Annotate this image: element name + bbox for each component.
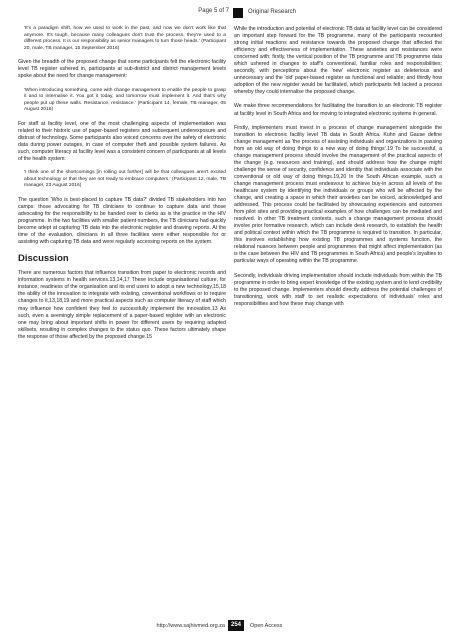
- discussion-heading: Discussion: [18, 253, 69, 265]
- paragraph-facility-staff: For staff at facility level, one of the most challenging aspects of implementation was related to their historic use of paper-based registers and subsequent underexposure and distrust of technology. Some participants also voiced concerns over the safety of electronic data during power outages, in case of computer theft and possible system failures. As such, computer literacy at facility level was a consistent concern of participants at all levels of the health system:: [18, 120, 226, 163]
- paragraph-discussion: There are numerous factors that influence transition from paper to electronic records and information systems in health services.13,14,17 These include organisational culture, for instance, readiness of the organisation and its end users to adopt a new technology,15,18 the ability of the innovation to integrate with existing, conventional workflows or to require changes to it,13,18,19 and more practical aspects such as computer literacy of staff which may influence how confident they feel to successfully implement the innovation.13 As such, even a seemingly simple replacement of a paper-based register with an electronic one may bring about important shifts in power for different users by requiring adapted skillsets, resulting in complex changes to the status quo. These factors ultimately shape the response of those affected by the proposed change.15: [18, 270, 226, 340]
- page-number-badge: 254: [228, 620, 244, 631]
- quote-participant-12: 'I think one of the shortcomings [in rolling out further] will be that colleagues aren't excited about technology or that they are not ready to embrace computers.' (Participant 12, male, TB manager, 23 August 2016): [24, 170, 226, 189]
- quote-participant-20: 'It's a paradigm shift, how we used to work in the past, and now we don't work like that anymore. It's tough, because many colleagues don't trust the process, they're used to a different process. It is our responsibility as senior managers to turn those heads.' (Participant 20, male, TB manager, 15 September 2016): [24, 26, 226, 51]
- paragraph-first-recommendation: Firstly, implementers must invest in a process of change management alongside the transition to electronic facility level TB data in South Africa. Kuhn and Gause define change management as 'the process of assisting individuals and organizations in passing from an old way of doing things to a new way of doing things'.19 To be successful, a change management process should involve the management of the practical aspects of the change (e.g. resources and training), and should address how the change might challenge the sense of security, confidence and identity that individuals associate with the conventional or old way of doing things.19,20 In the South African example, such a change management process must endeavour to achieve buy-in across all levels of the healthcare system by identifying the individuals or groups who will be affected by the change, and creating a space in which their anxieties can be voiced, acknowledged and addressed. This process could be facilitated by showcasing experiences and outcomes from pilot sites and providing practical examples of how challenges can be mediated and resolved. In other TB treatment contexts, such a change management process should involve prior formative research, which can include desk research, to establish the health and political context within which the TB programme is required to transition. In particular, this involves establishing how existing TB programmes and systems function, the relational nuances between people and programmes that might affect implementation (as is the case between the HIV and TB programmes in South Africa) and people's loyalties to particular ways of operating within the TB programme.: [234, 124, 442, 265]
- quote-participant-14: 'When introducing something, come with change management to enable the people to grasp it and to internalise it. You got it today, and tomorrow must implement it. And that's why people put up these walls. Resistance, resistance.' (Participant 14, female, TB manager, 05 August 2016): [24, 87, 226, 113]
- page-footer: [0, 620, 453, 632]
- header-marker: [233, 8, 243, 18]
- paragraph-change-management: Given the breadth of the proposed change that some participants felt the electronic facility level TB register ushered in, participants at sub-district and district management levels spoke about the need for change management:: [18, 59, 226, 80]
- left-column: [18, 26, 226, 348]
- paragraph-recommendations: We make three recommendations for facilitating the transition to an electronic TB register at facility level in South Africa and for moving to integrated electronic systems in general.: [234, 103, 442, 117]
- page-label: Page 5 of 7: [198, 8, 229, 14]
- journal-url[interactable]: http://www.sajhivmed.org.za: [156, 623, 225, 629]
- paragraph-resistance: While the introduction and potential of electronic TB data at facility level can be considered an important step forward for the TB programme, many of the participants recounted strong initial reactions and resistance towards the proposed change that affected the efficiency and effectiveness of implementation. These anxieties and resistances were concerned with: firstly, the vertical position of the TB programme and TB programme data which ushered in changes to staff's conventional, familiar roles and responsibilities; secondly, with perceptions about the 'new' electronic register as deleterious and unnecessary and the 'old' paper-based register as functional and reliable; and thirdly how adoption of the new register would be facilitated, which participants felt lacked a process whereby they could internalise the proposed change.: [234, 26, 442, 96]
- page-header: [0, 8, 453, 20]
- section-label: Original Research: [248, 9, 297, 15]
- paragraph-data-capture: The question 'Who is best-placed to capture TB data?' divided TB stakeholders into two camps: those advocating for TB clinicians to continue to capture data and those advocating for the responsibility to be handed over to clerks as is the practice in the HIV programme. In the two facilities with smaller patient numbers, the TB clinicians had quickly become adept at capturing TB data into the electronic register and drawing reports. At the time of the evaluation, clinicians in all three facilities were either responsible for or assisting with capturing TB data and were regularly accessing reports on the system.: [18, 196, 226, 246]
- open-access-label: Open Access: [250, 623, 283, 629]
- right-column: [234, 26, 442, 315]
- paragraph-second-recommendation: Secondly, individuals driving implementation should include individuals from within the TB programme in order to bring expert knowledge of the existing system and to lend credibility to the proposed change. Implementers should directly address the potential challenges of transitioning, work with staff to set realistic expectations of individuals' roles and responsibilities and how these may change with: [234, 272, 442, 307]
